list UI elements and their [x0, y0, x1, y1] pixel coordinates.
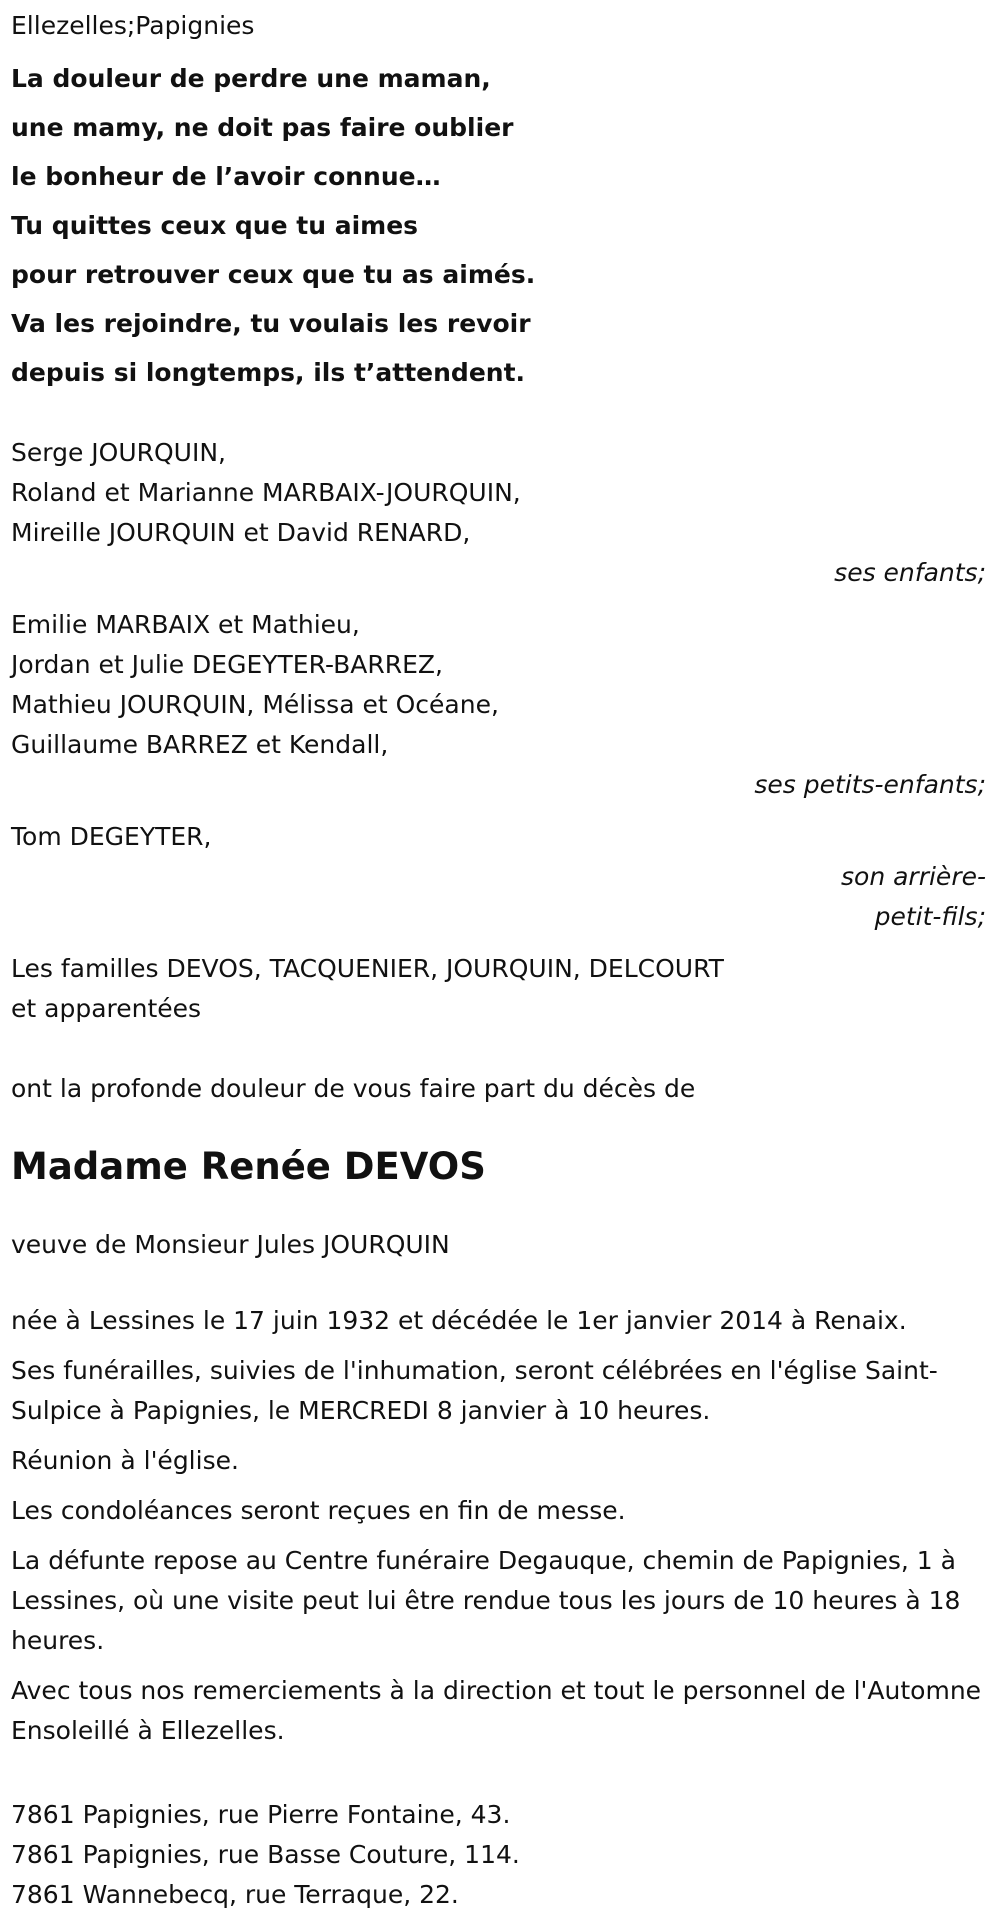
location-header: Ellezelles;Papignies: [11, 11, 255, 40]
families-line: et apparentées: [11, 994, 202, 1023]
poem-line: pour retrouver ceux que tu as aimés.: [11, 260, 536, 289]
announcement: ont la profonde douleur de vous faire part du décès de: [11, 1074, 696, 1103]
widow-of: veuve de Monsieur Jules JOURQUIN: [11, 1230, 450, 1259]
grandchild-name: Jordan et Julie DEGEYTER-BARREZ,: [11, 650, 443, 679]
detail-meeting: Réunion à l'église.: [11, 1446, 239, 1475]
address-line: 7861 Papignies, rue Basse Couture, 114.: [11, 1840, 520, 1869]
detail-funeral: Ses funérailles, suivies de l'inhumation, seront célébrées en l'église Saint-Sulpice à Papignies, le MERCREDI 8 janvier à 10 heures.: [11, 1356, 938, 1425]
relation-label: son arrière-: [841, 862, 986, 891]
deceased-name: Madame Renée DEVOS: [11, 1145, 486, 1188]
details: [11, 1301, 986, 1751]
relation-label: ses petits-enfants;: [754, 770, 986, 799]
obituary-notice: [11, 0, 986, 1915]
relation-label: ses enfants;: [834, 558, 986, 587]
addresses: [11, 1795, 986, 1915]
poem-line: Va les rejoindre, tu voulais les revoir: [11, 309, 531, 338]
child-name: Roland et Marianne MARBAIX-JOURQUIN,: [11, 478, 521, 507]
great-grandchild-name: Tom DEGEYTER,: [11, 822, 212, 851]
detail-birth-death: née à Lessines le 17 juin 1932 et décédée le 1er janvier 2014 à Renaix.: [11, 1306, 907, 1335]
address-line: 7861 Papignies, rue Pierre Fontaine, 43.: [11, 1800, 511, 1829]
detail-repose: La défunte repose au Centre funéraire Degauque, chemin de Papignies, 1 à Lessines, où une visite peut lui être rendue tous les jours de 10 heures à 18 heures.: [11, 1546, 961, 1655]
detail-condolences: Les condoléances seront reçues en fin de messe.: [11, 1496, 626, 1525]
address-line: 7861 Wannebecq, rue Terraque, 22.: [11, 1880, 459, 1909]
grandchild-name: Emilie MARBAIX et Mathieu,: [11, 610, 360, 639]
relation-label-continued: petit-fils;: [874, 902, 986, 931]
poem-line: le bonheur de l’avoir connue…: [11, 162, 441, 191]
child-name: Serge JOURQUIN,: [11, 438, 227, 467]
poem-line: La douleur de perdre une maman,: [11, 64, 491, 93]
families-group: [11, 949, 986, 1029]
poem: [11, 54, 986, 397]
detail-thanks: Avec tous nos remerciements à la direction et tout le personnel de l'Automne Ensoleillé à Ellezelles.: [11, 1676, 982, 1745]
grandchild-name: Guillaume BARREZ et Kendall,: [11, 730, 389, 759]
grandchildren-group: [11, 605, 986, 805]
grandchild-name: Mathieu JOURQUIN, Mélissa et Océane,: [11, 690, 499, 719]
child-name: Mireille JOURQUIN et David RENARD,: [11, 518, 471, 547]
poem-line: depuis si longtemps, ils t’attendent.: [11, 358, 526, 387]
families-line: Les familles DEVOS, TACQUENIER, JOURQUIN, DELCOURT: [11, 954, 724, 983]
children-group: [11, 433, 986, 593]
poem-line: Tu quittes ceux que tu aimes: [11, 211, 419, 240]
poem-line: une mamy, ne doit pas faire oublier: [11, 113, 514, 142]
great-grandchildren-group: [11, 817, 986, 937]
